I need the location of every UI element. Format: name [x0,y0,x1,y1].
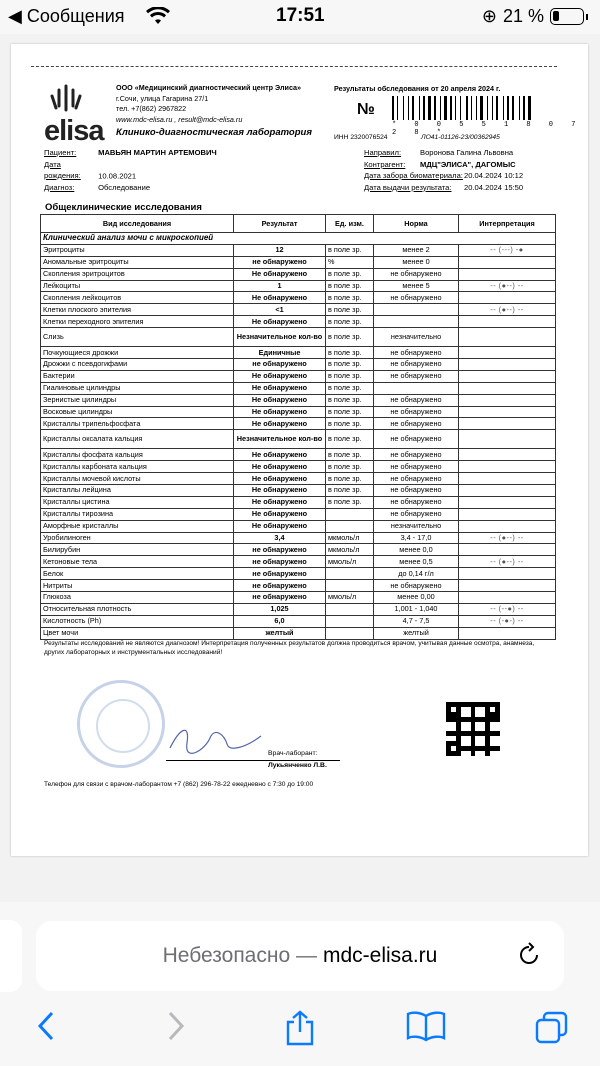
table-cell [326,520,374,532]
table-cell: в поле зр. [326,394,374,406]
table-cell [326,615,374,627]
table-cell [374,382,459,394]
table-cell: Аморфные кристаллы [41,520,234,532]
table-row [41,292,556,304]
table-cell [374,316,459,328]
table-cell: в поле зр. [326,418,374,430]
table-cell: <1 [234,304,326,316]
logo-mark-icon [44,82,88,114]
column-header: Результат [234,215,326,233]
insecure-label: Небезопасно — [162,944,317,967]
license-number: ЛО41-01126-23/00362945 [421,134,500,141]
table-cell: Уробилиноген [41,532,234,544]
table-cell [459,382,556,394]
table-row [41,592,556,604]
table-row [41,347,556,359]
address-domain: mdc-elisa.ru [322,944,438,967]
elisa-logo [44,82,110,147]
table-cell: в поле зр. [326,328,374,347]
table-cell: Незначительное кол-во [234,430,326,449]
table-cell: не обнаружено [234,256,326,268]
table-cell: менее 0 [374,256,459,268]
table-row [41,580,556,592]
status-bar [0,0,600,34]
table-row [41,304,556,316]
address-bar[interactable] [36,921,564,991]
table-row [41,359,556,371]
signature-icon [165,718,265,758]
table-cell: не обнаружено [374,485,459,497]
referral-info: Направил: Воронова Галина Львовна Контрагент: МДЦ"ЭЛИСА", ДАГОМЫС Дата забора биоматериала:20.04.2024 10:12 Дата выдачи результата: 20.04.2024 15:50 [364,148,524,192]
table-cell: 1 [234,280,326,292]
column-header: Норма [374,215,459,233]
table-cell: в поле зр. [326,406,374,418]
table-cell: до 0,14 г/л [374,568,459,580]
table-cell: в поле зр. [326,449,374,461]
table-cell: не обнаружено [374,292,459,304]
table-cell: -- (●--) -- [459,556,556,568]
table-cell: в поле зр. [326,485,374,497]
table-cell: не обнаружено [374,268,459,280]
table-cell: 4,7 - 7,5 [374,615,459,627]
table-row [41,394,556,406]
table-cell: в поле зр. [326,473,374,485]
table-cell: в поле зр. [326,359,374,371]
table-cell: -- (●--) -- [459,304,556,316]
table-cell: Лейкоциты [41,280,234,292]
wifi-icon [146,7,170,25]
table-cell: не обнаружено [234,592,326,604]
table-row [41,328,556,347]
table-cell [459,268,556,280]
table-cell: не обнаружено [374,430,459,449]
table-cell [459,592,556,604]
table-cell [326,580,374,592]
table-cell: ммоль/л [326,556,374,568]
table-cell: 3,4 [234,532,326,544]
table-cell: не обнаружено [374,347,459,359]
share-icon[interactable] [284,1010,316,1046]
back-icon[interactable] [36,1010,56,1042]
table-row [41,473,556,485]
table-cell [459,370,556,382]
table-cell: Белок [41,568,234,580]
table-row [41,544,556,556]
table-cell [459,461,556,473]
table-cell: в поле зр. [326,382,374,394]
table-cell [459,496,556,508]
table-cell: желтый [234,627,326,639]
table-cell: менее 0,00 [374,592,459,604]
table-cell [326,603,374,615]
table-row [41,461,556,473]
table-row [41,418,556,430]
table-cell: Не обнаружено [234,508,326,520]
table-cell: Эритроциты [41,244,234,256]
table-cell: менее 5 [374,280,459,292]
table-cell: Не обнаружено [234,292,326,304]
table-cell: -- (-●-) -- [459,615,556,627]
table-cell: не обнаружено [234,556,326,568]
column-header: Ед. изм. [326,215,374,233]
column-header: Интерпретация [459,215,556,233]
table-cell: не обнаружено [374,508,459,520]
inn: ИНН 2320076524 [334,134,388,141]
table-cell: Не обнаружено [234,406,326,418]
table-cell [459,328,556,347]
table-cell: 6,0 [234,615,326,627]
table-cell: не обнаружено [374,473,459,485]
table-cell: желтый [374,627,459,639]
table-cell: не обнаружено [234,359,326,371]
section-title: Общеклинические исследования [45,202,202,213]
table-cell [459,430,556,449]
table-cell: Кристаллы цистина [41,496,234,508]
table-cell: не обнаружено [374,496,459,508]
table-cell: Слизь [41,328,234,347]
table-cell: Не обнаружено [234,473,326,485]
table-cell: незначительно [374,520,459,532]
safari-toolbar [0,1004,600,1064]
table-cell: Не обнаружено [234,382,326,394]
table-cell: Кристаллы лейцина [41,485,234,497]
table-cell: Не обнаружено [234,461,326,473]
table-cell: не обнаружено [374,359,459,371]
table-cell: Скопления эритроцитов [41,268,234,280]
table-cell: менее 0,5 [374,556,459,568]
table-cell: 1,001 - 1,040 [374,603,459,615]
table-row [41,316,556,328]
table-cell: Не обнаружено [234,520,326,532]
table-cell: Билирубин [41,544,234,556]
battery-icon [550,8,584,25]
table-cell: -- (--●) -- [459,603,556,615]
doctor-name: Лукьянченко Л.В. [268,762,327,769]
table-cell: Незначительное кол-во [234,328,326,347]
table-cell: не обнаружено [374,449,459,461]
table-cell: Не обнаружено [234,394,326,406]
table-cell [459,256,556,268]
table-cell: Почкующиеся дрожжи [41,347,234,359]
table-cell [459,627,556,639]
column-header: Вид исследования [41,215,234,233]
table-cell: в поле зр. [326,461,374,473]
reload-icon[interactable] [516,942,542,968]
table-row [41,615,556,627]
table-cell: Не обнаружено [234,485,326,497]
table-cell: Кристаллы карбоната кальция [41,461,234,473]
barcode-number: * 0 0 5 5 1 8 0 7 2 8 * [392,121,583,137]
table-cell: не обнаружено [374,418,459,430]
table-cell: Не обнаружено [234,316,326,328]
doctor-label: Врач-лаборант: [268,750,318,757]
table-cell [459,316,556,328]
table-cell: Зернистые цилиндры [41,394,234,406]
table-cell: в поле зр. [326,244,374,256]
table-cell [459,292,556,304]
orientation-lock-icon: ⊕ [481,6,497,26]
table-cell [459,568,556,580]
table-row [41,268,556,280]
table-row [41,382,556,394]
table-cell: Кристаллы тирозина [41,508,234,520]
table-cell: мкмоль/л [326,532,374,544]
table-cell: не обнаружено [374,370,459,382]
patient-info: Пациент: МАВЬЯН МАРТИН АРТЕМОВИЧ Дата рождения: 10.08.2021 Диагноз: Обследование [44,148,217,192]
table-cell: Кетоновые тела [41,556,234,568]
results-date: Результаты обследования от 20 апреля 2024 г. [334,84,501,93]
table-cell: мкмоль/л [326,544,374,556]
disclaimer: Результаты исследований не являются диагнозом! Интерпретация полученных результатов должна проводиться врачом, учитывая данные осмотра, анамнеза, других лабораторных и инструментальных исследований! [44,640,535,656]
table-cell: в поле зр. [326,304,374,316]
table-row [41,556,556,568]
table-cell: в поле зр. [326,370,374,382]
table-cell: Восковые цилиндры [41,406,234,418]
table-cell [459,520,556,532]
table-cell: в поле зр. [326,268,374,280]
table-cell: не обнаружено [234,568,326,580]
table-cell: 3,4 - 17,0 [374,532,459,544]
table-cell: Не обнаружено [234,370,326,382]
contact-phone: Телефон для связи с врачом-лаборантом +7 (862) 296-78-22 ежедневно с 7:30 до 19:00 [44,781,314,788]
table-cell: не обнаружено [374,461,459,473]
table-cell: не обнаружено [234,544,326,556]
table-cell: Единичные [234,347,326,359]
table-cell [326,627,374,639]
number-symbol: № [357,101,375,118]
table-row [41,280,556,292]
table-cell: не обнаружено [374,394,459,406]
table-subheader: Клинический анализ мочи с микроскопией [41,233,556,245]
stamp [77,680,165,768]
table-cell: Скопления лейкоцитов [41,292,234,304]
table-row [41,496,556,508]
table-cell: Кристаллы фосфата кальция [41,449,234,461]
results-table [40,214,556,640]
table-cell: в поле зр. [326,347,374,359]
table-row [41,603,556,615]
table-row [41,430,556,449]
table-row [41,244,556,256]
table-cell: ммоль/л [326,592,374,604]
table-cell [459,406,556,418]
table-cell: Кристаллы трипельфосфата [41,418,234,430]
table-cell: в поле зр. [326,430,374,449]
tabs-icon[interactable] [534,1010,570,1046]
table-cell: Гиалиновые цилиндры [41,382,234,394]
table-cell [326,508,374,520]
table-row [41,568,556,580]
table-cell: Не обнаружено [234,496,326,508]
table-cell: незначительно [374,328,459,347]
table-cell: Не обнаружено [234,449,326,461]
table-cell [459,473,556,485]
table-cell [459,418,556,430]
table-cell: менее 2 [374,244,459,256]
table-cell: Не обнаружено [234,268,326,280]
table-cell: Относительная плотность [41,603,234,615]
table-row [41,370,556,382]
table-cell [459,508,556,520]
table-cell: Кристаллы мочевой кислоты [41,473,234,485]
battery-percent: 21 % [502,6,544,26]
table-cell: в поле зр. [326,292,374,304]
table-row [41,520,556,532]
qr-code [446,702,500,756]
table-cell: Нитриты [41,580,234,592]
table-row [41,485,556,497]
table-cell [459,580,556,592]
bookmarks-icon[interactable] [406,1010,446,1042]
table-cell [459,347,556,359]
table-cell: Бактерии [41,370,234,382]
table-cell: -- (---) -● [459,244,556,256]
table-cell: не обнаружено [374,406,459,418]
back-to-messages[interactable]: ◀ Сообщения [8,6,125,26]
table-cell [459,394,556,406]
table-cell: Аномальные эритроциты [41,256,234,268]
table-row [41,508,556,520]
table-cell: в поле зр. [326,280,374,292]
table-cell: 1,025 [234,603,326,615]
table-cell [459,485,556,497]
barcode [392,96,548,120]
organization-info: ООО «Медицинский диагностический центр Элиса» г.Сочи, улица Гагарина 27/1 тел. +7(862) 2967822 www.mdc-elisa.ru , result@mdc-elisa.ru Клинико-диагностическая лаборатория [116,83,312,138]
table-row [41,256,556,268]
logo-text: elisa [44,115,104,147]
table-cell: Клетки плоского эпителия [41,304,234,316]
forward-icon[interactable] [166,1010,186,1042]
table-row [41,449,556,461]
table-cell: в поле зр. [326,316,374,328]
table-cell: -- (●--) -- [459,280,556,292]
table-cell: Не обнаружено [234,418,326,430]
table-cell [459,544,556,556]
previous-tab-preview[interactable] [0,920,22,992]
table-cell: 12 [234,244,326,256]
table-cell: менее 0,0 [374,544,459,556]
table-cell [459,359,556,371]
table-cell [326,568,374,580]
table-row [41,532,556,544]
table-cell: не обнаружено [234,580,326,592]
table-cell: в поле зр. [326,496,374,508]
table-cell: Цвет мочи [41,627,234,639]
table-cell: -- (●--) -- [459,532,556,544]
table-cell: Кислотность (Ph) [41,615,234,627]
table-cell: не обнаружено [374,580,459,592]
table-cell: Дрожжи с псевдогифами [41,359,234,371]
clock: 17:51 [276,5,325,26]
table-row [41,627,556,639]
table-cell: % [326,256,374,268]
table-cell: Клетки переходного эпителия [41,316,234,328]
table-cell [374,304,459,316]
table-cell: Глюкоза [41,592,234,604]
table-row [41,406,556,418]
table-cell [459,449,556,461]
table-cell: Кристаллы оксалата кальция [41,430,234,449]
